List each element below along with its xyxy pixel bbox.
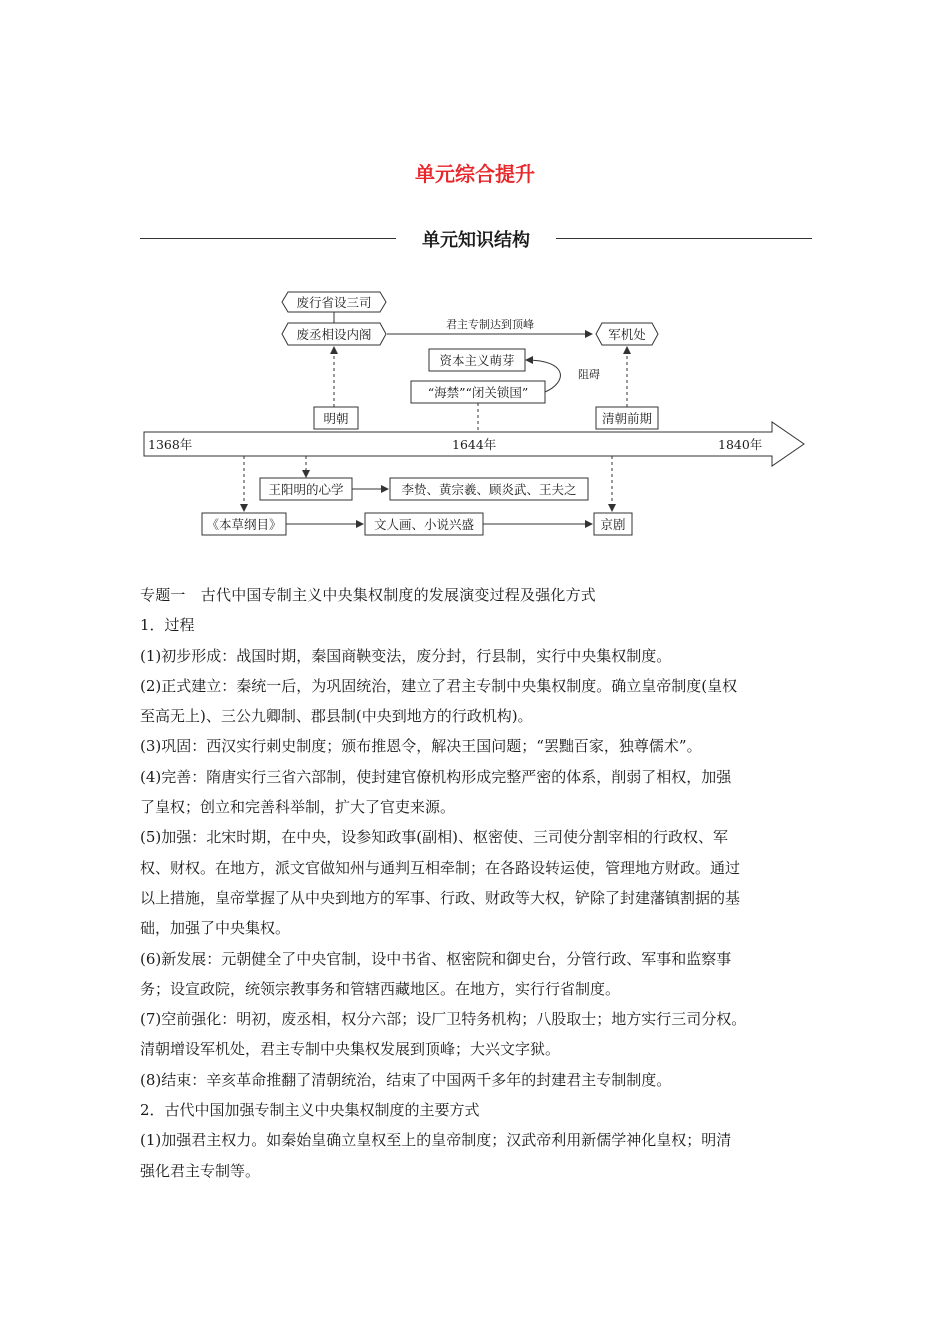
- timeline-1840: 1840年: [718, 437, 763, 452]
- paragraph-5-line-3: 以上措施，皇帝掌握了从中央到地方的军事、行政、财政等大权，铲除了封建藩镇割据的基: [140, 888, 741, 907]
- heading-rule-right: [556, 238, 812, 239]
- subheading-methods: 2．古代中国加强专制主义中央集权制度的主要方式: [140, 1101, 480, 1120]
- paragraph-6-line-2: 务；设宣政院，统领宗教事务和管辖西藏地区。在地方，实行行省制度。: [140, 979, 621, 998]
- node-qingchao: [596, 407, 658, 429]
- node-feicheng-label: 废丞相设内阁: [296, 327, 372, 342]
- node-mingchao-label: 明朝: [323, 411, 349, 426]
- page-title: 单元综合提升: [415, 162, 535, 186]
- node-wenren-label: 文人画、小说兴盛: [373, 517, 475, 532]
- timeline-1368: 1368年: [148, 437, 193, 452]
- node-feixingsheng: [282, 292, 386, 312]
- paragraph-3: (3)巩固：西汉实行刺史制度；颁布推恩令，解决王国问题；“罢黜百家，独尊儒术”。: [140, 737, 702, 756]
- paragraph-1: (1)初步形成：战国时期，秦国商鞅变法，废分封，行县制，实行中央集权制度。: [140, 646, 672, 665]
- paragraph-9-line-2: 强化君主专制等。: [140, 1161, 261, 1180]
- node-feixingsheng-label: 废行省设三司: [296, 295, 372, 310]
- node-thinkers: [390, 478, 588, 500]
- section-heading: [140, 226, 812, 252]
- subheading-process: 1．过程: [140, 616, 195, 635]
- node-junjichu-label: 军机处: [608, 327, 646, 342]
- label-obstruct: 阻碍: [578, 368, 600, 381]
- node-mingchao: [314, 407, 358, 429]
- node-jingju: [594, 513, 632, 535]
- node-haijin-label: “海禁”“闭关锁国”: [427, 385, 529, 400]
- node-qingchao-label: 清朝前期: [601, 411, 653, 426]
- node-ziben: [429, 349, 525, 371]
- paragraph-5-line-1: (5)加强：北宋时期，在中央，设参知政事(副相)、枢密使、三司使分割宰相的行政权、军: [140, 828, 728, 847]
- timeline-1644: 1644年: [452, 437, 497, 452]
- paragraph-5-line-4: 础，加强了中央集权。: [140, 919, 291, 938]
- paragraph-7-line-1: (7)空前强化：明初，废丞相，权分六部；设厂卫特务机构；八股取士；地方实行三司分权。: [140, 1010, 747, 1029]
- node-wangyangming: [260, 478, 352, 500]
- node-wenren: [365, 513, 483, 535]
- node-junjichu: [596, 323, 658, 345]
- topic-heading: 专题一 古代中国专制主义中央集权制度的发展演变过程及强化方式: [140, 586, 597, 604]
- node-wangyangming-label: 王阳明的心学: [268, 482, 344, 497]
- paragraph-8: (8)结束：辛亥革命推翻了清朝统治，结束了中国两千多年的封建君主专制制度。: [140, 1070, 672, 1089]
- node-bencao: [202, 513, 286, 535]
- paragraph-2-line-1: (2)正式建立：秦统一后，为巩固统治，建立了君主专制中央集权制度。确立皇帝制度(皇权: [140, 676, 738, 695]
- paragraph-2-line-2: 至高无上)、三公九卿制、郡县制(中央到地方的行政机构)。: [140, 707, 533, 726]
- node-thinkers-label: 李贽、黄宗羲、顾炎武、王夫之: [401, 482, 577, 497]
- paragraph-4-line-1: (4)完善：隋唐实行三省六部制，使封建官僚机构形成完整严密的体系，削弱了相权，加强: [140, 767, 732, 786]
- paragraph-5-line-2: 权、财权。在地方，派文官做知州与通判互相牵制；在各路设转运使，管理地方财政。通过: [140, 858, 741, 877]
- section-heading-text: 单元知识结构: [422, 230, 530, 251]
- node-feicheng: [282, 323, 386, 345]
- knowledge-structure-diagram: [140, 282, 810, 544]
- node-bencao-label: 《本草纲目》: [206, 517, 282, 532]
- paragraph-9-line-1: (1)加强君主权力。如秦始皇确立皇权至上的皇帝制度；汉武帝利用新儒学神化皇权；明清: [140, 1131, 732, 1150]
- node-ziben-label: 资本主义萌芽: [439, 353, 515, 368]
- paragraph-6-line-1: (6)新发展：元朝健全了中央官制，设中书省、枢密院和御史台，分管行政、军事和监察事: [140, 949, 732, 968]
- document-body: [140, 580, 820, 1186]
- node-jingju-label: 京剧: [600, 517, 626, 532]
- node-haijin: [411, 381, 545, 403]
- paragraph-7-line-2: 清朝增设军机处，君主专制中央集权发展到顶峰；大兴文字狱。: [140, 1040, 561, 1059]
- arrow-label-peak: 君主专制达到顶峰: [446, 318, 534, 331]
- paragraph-4-line-2: 了皇权；创立和完善科举制，扩大了官吏来源。: [140, 798, 456, 817]
